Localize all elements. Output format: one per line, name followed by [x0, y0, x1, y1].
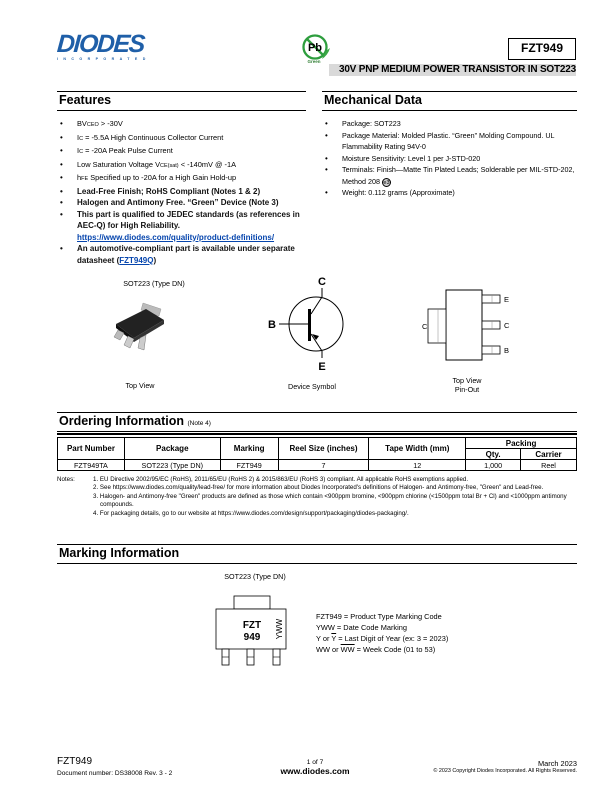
- document-subtitle: 30V PNP MEDIUM POWER TRANSISTOR IN SOT223: [329, 64, 576, 76]
- col-header-carrier: Carrier: [521, 449, 577, 460]
- footer-website-link[interactable]: www.diodes.com: [280, 766, 350, 776]
- footer-date: March 2023: [537, 759, 577, 768]
- svg-text:Pb: Pb: [307, 42, 323, 54]
- footer-part-number: FZT949: [57, 756, 93, 767]
- pinout-pin3-label: B: [504, 346, 510, 355]
- legend-week: WW or $\overline{WW}$ = Week Code (01 to 53): [316, 645, 436, 654]
- mechanical-item: • Package: SOT223: [322, 118, 577, 130]
- device-symbol-caption: Device Symbol: [288, 382, 336, 391]
- notes-label: Notes:: [57, 476, 75, 483]
- mechanical-item: • Package Material: Molded Plastic. “Green” Molding Compound. UL Flammability Rating 94V-0: [322, 130, 577, 153]
- cell-marking: FZT949: [220, 460, 278, 471]
- chip-date-code: YWW: [275, 618, 284, 640]
- pin-e-label: E: [318, 361, 326, 372]
- package-title: SOT223 (Type DN): [123, 279, 185, 288]
- pnp-transistor-symbol-icon: [262, 272, 352, 372]
- cell-reel-size: 7: [278, 460, 369, 471]
- legend-product-code: FZT949 = Product Type Marking Code: [316, 612, 442, 621]
- marking-heading: Marking Information: [57, 544, 577, 564]
- features-list: [57, 118, 306, 266]
- ordering-section: [57, 412, 577, 471]
- col-header-part-number: Part Number: [58, 438, 125, 460]
- marking-section: [57, 544, 577, 564]
- mechanical-item: • Terminals: Finish—Matte Tin Plated Leads; Solderable per MIL-STD-202, Method 208 e3: [322, 164, 577, 187]
- ordering-heading: Ordering Information (Note 4): [57, 412, 577, 432]
- col-header-tape-width: Tape Width (mm): [369, 438, 466, 460]
- col-header-package: Package: [124, 438, 220, 460]
- col-header-qty: Qty.: [466, 449, 521, 460]
- footer-page-number: 1 of 7: [306, 759, 324, 766]
- product-definitions-link[interactable]: https://www.diodes.com/quality/product-definitions/: [77, 232, 275, 242]
- footer-doc-number: Document number: DS38008 Rev. 3 - 2: [57, 770, 173, 777]
- diodes-logo: [56, 30, 161, 67]
- pinout-diagram: [418, 285, 518, 365]
- mechanical-section: [322, 91, 577, 199]
- note-item: 4. For packaging details, go to our website at https://www.diodes.com/design/support/packaging/diodes-packaging/.: [93, 509, 409, 517]
- pin-c-label: C: [318, 276, 326, 288]
- part-number-box: FZT949: [508, 38, 576, 60]
- mechanical-heading: Mechanical Data: [322, 91, 577, 111]
- pinout-pin1-label: E: [504, 295, 510, 304]
- feature-item: • This part is qualified to JEDEC standards (as references in AEC-Q) for High Reliability. https://www.diodes.com/quality/product-definitions/: [57, 209, 306, 244]
- col-header-packing: Packing: [466, 438, 577, 449]
- feature-item: • IC = -5.5A High Continuous Collector Current: [57, 132, 306, 146]
- mechanical-item: • Moisture Sensitivity: Level 1 per J-STD-020: [322, 153, 577, 165]
- top-view-caption: Top View: [125, 381, 155, 390]
- marking-legend: [316, 611, 516, 655]
- pin-b-label: B: [268, 319, 276, 331]
- logo-subtext: INCORPORATED: [57, 57, 151, 61]
- cell-package: SOT223 (Type DN): [124, 460, 220, 471]
- pinout-caption: Top View Pin-Out: [452, 376, 482, 394]
- ordering-notes: [57, 476, 577, 518]
- note-item: 2. See https://www.diodes.com/quality/lead-free/ for more information about Diodes Incorporated's definitions of Halogen- and Antimony-free, "Green" and Lead-free.: [93, 484, 544, 492]
- pinout-tab-label: C: [422, 322, 428, 331]
- feature-item: • Low Saturation Voltage VCE(sat) < -140mV @ -1A: [57, 159, 306, 173]
- note-item: 1. EU Directive 2002/95/EC (RoHS), 2011/65/EU (RoHS 2) & 2015/863/EU (RoHS 3) compliant. All applicable RoHS exemptions applied.: [93, 476, 469, 483]
- cell-part-number: FZT949TA: [58, 460, 125, 471]
- cell-qty: 1,000: [466, 460, 521, 471]
- pb-green-caption: Green: [307, 59, 321, 64]
- note-item: 3. Halogen- and Antimony-free "Green" products are defined as those which contain <900ppm bromine, <900ppm chlorine (<1500ppm total Br + Cl) and <1000ppm antimony compounds.: [93, 492, 567, 509]
- feature-item: • Halogen and Antimony Free. “Green” Device (Note 3): [57, 197, 306, 209]
- footer-copyright: © 2023 Copyright Diodes Incorporated. All Rights Reserved.: [433, 768, 577, 774]
- feature-item: • hFE Specified up to -20A for a High Gain Hold-up: [57, 172, 306, 186]
- feature-item: • IC = -20A Peak Pulse Current: [57, 145, 306, 159]
- feature-item: • An automotive-compliant part is available under separate datasheet (FZT949Q): [57, 243, 306, 266]
- sot223-package-image: [108, 298, 178, 358]
- e3-mark-icon: e3: [383, 179, 390, 186]
- col-header-marking: Marking: [220, 438, 278, 460]
- marking-package-title: SOT223 (Type DN): [224, 572, 286, 581]
- mechanical-list: [322, 118, 577, 199]
- fzt949q-datasheet-link[interactable]: FZT949Q: [119, 255, 154, 265]
- cell-carrier: Reel: [521, 460, 577, 471]
- feature-item: • Lead-Free Finish; RoHS Compliant (Notes 1 & 2): [57, 186, 306, 198]
- features-section: [57, 91, 306, 266]
- mechanical-item: • Weight: 0.112 grams (Approximate): [322, 187, 577, 199]
- pinout-pin2-label: C: [504, 321, 510, 330]
- ordering-table: [57, 437, 577, 471]
- legend-date-code: YWW = Date Code Marking: [316, 623, 407, 632]
- features-heading: Features: [57, 91, 306, 111]
- col-header-reel-size: Reel Size (inches): [278, 438, 369, 460]
- chip-marking-line2: 949: [243, 632, 261, 643]
- legend-year: Y or $\overline{Y}$ = Last Digit of Year (ex: 3 = 2023): [316, 634, 449, 643]
- cell-tape-width: 12: [369, 460, 466, 471]
- chip-marking-line1: FZT: [242, 620, 262, 631]
- feature-item: • BVCEO > -30V: [57, 118, 306, 132]
- table-row: [58, 460, 577, 471]
- logo-wordmark: DIODES: [56, 30, 145, 58]
- marking-diagram: [210, 592, 290, 672]
